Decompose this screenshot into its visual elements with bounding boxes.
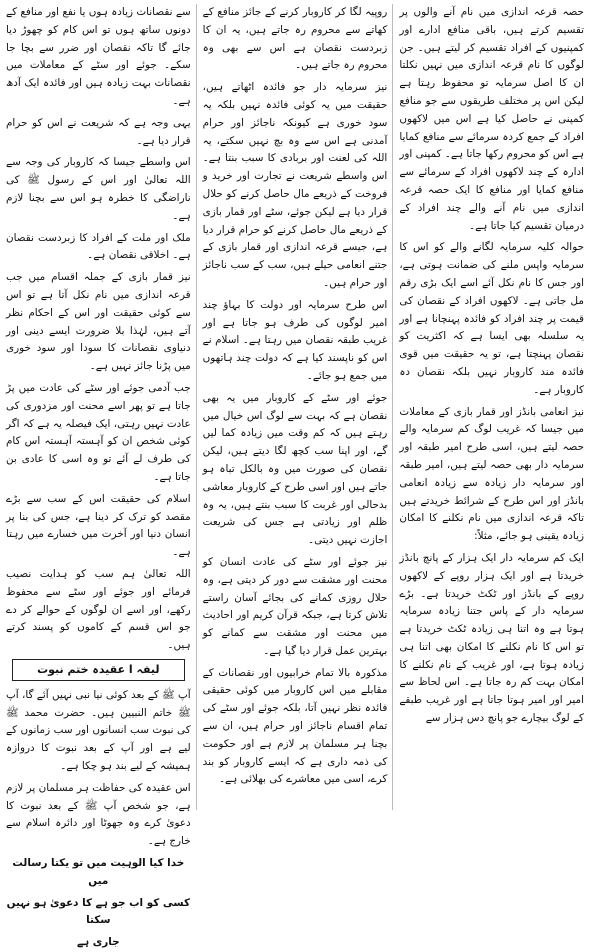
- section-heading-box: لیفہ ا عقیدہ ختم نبوت: [12, 659, 185, 681]
- paragraph: نیز جوئے اور سٹے کی عادت انسان کو محنت اور مشقت سے دور کر دیتی ہے، وہ حلال روزی کمانے کی بجائے آسان راستے تلاش کرتا ہے، جبکہ قرآن کریم اور احادیث میں محنت اور مشقت سے کمانے کو بہترین عمل قرار دیا گیا ہے۔: [202, 555, 388, 657]
- paragraph: اللہ تعالیٰ ہم سب کو ہدایت نصیب فرمائے اور جوئے اور سٹے سے محفوظ رکھے، اور اسے ان لوگوں کے حوالے کر دے جو اس قسم کے کاموں کو پسند کرتے ہیں۔: [5, 567, 191, 652]
- paragraph: جوئے اور سٹے کے کاروبار میں یہ بھی نقصان ہے کہ بہت سے لوگ اس خیال میں رہتے ہیں کہ کم وقت میں زیادہ کما لیں گے، اور اپنا سب کچھ لگا دیتے ہیں، لیکن نقصان کی صورت میں وہ بالکل تباہ ہو جاتے ہیں اور اسی طرح کے کاروبار معاشی بدحالی اور غربت کا سبب بنتے ہیں، یہ وہ ظلم اور زیادتی ہے جس کی شریعت اجازت نہیں دیتی۔: [202, 391, 388, 547]
- paragraph: اس عقیدہ کی حفاظت ہر مسلمان پر لازم ہے، جو شخص آپ ﷺ کے بعد نبوت کا دعویٰ کرے وہ جھوٹا اور دائرہ اسلام سے خارج ہے۔: [5, 781, 191, 848]
- paragraph: ملک اور ملت کے افراد کا زبردست نقصان ہے۔ اخلاقی نقصان ہے۔: [5, 231, 191, 262]
- paragraph: جب آدمی جوئے اور سٹے کی عادت میں پڑ جاتا ہے تو پھر اسے محنت اور مزدوری کی عادت نہیں رہتی، ایک فیصلہ یہ ہے کہ اگر کوئی شخص ان کو آہستہ آہستہ اس کام کی طرف لے آئے تو وہ اسی کا عادی بن جاتا ہے۔: [5, 381, 191, 483]
- paragraph: نیز سرمایہ دار جو فائدہ اٹھاتے ہیں، حقیقت میں یہ کوئی فائدہ نہیں بلکہ یہ سود خوری ہے کیونکہ ناجائز اور حرام آمدنی ہے اس سے وہ بچ نہیں سکتے، یہ اللہ کی لعنت اور بربادی کا سبب بنتا ہے۔ اس واسطے شریعت نے تجارت اور خرید و فروخت کے ذریعے مال حاصل کرنے کو حلال قرار دیا ہے لیکن جوئے، سٹے اور قمار بازی کے ذریعے مال حاصل کرنے کو حرام قرار دیا ہے، جیسے قرعہ اندازی اور قمار بازی کے جتنے انعامی حیلے ہیں، سب کے سب ناجائز اور حرام ہیں۔: [202, 81, 388, 289]
- paragraph: حوالہ کلیہ سرمایہ لگانے والے کو اس کا سرمایہ واپس ملنے کی ضمانت ہوتی ہے، اور جس کا نام نکل آئے اسے ایک بڑی رقم مل جاتی ہے۔ لاکھوں افراد کے نقصان کی قیمت پر چند افراد کو فائدہ پہنچانا ہے اور یہ سلسلہ بھی ایسا ہے کہ اکثریت کو نقصان پہنچتا ہے، تو یہ حقیقت میں قوی فائدہ مند کاروبار نہیں بلکہ نقصان دہ کاروبار ہے۔: [399, 241, 584, 396]
- paragraph: اسلام کی حقیقت اس کے سب سے بڑے مقصد کو ترک کر دینا ہے، جس کی بنا پر انسان دنیا اور آخرت میں خسارے میں رہتا ہے۔: [5, 492, 191, 559]
- column-right: [399, 4, 584, 810]
- paragraph: یہی وجہ ہے کہ شریعت نے اس کو حرام قرار دیا ہے۔: [5, 116, 191, 147]
- paragraph: اس واسطے جیسا کہ کاروبار کی وجہ سے اللہ تعالیٰ اور اس کے رسول ﷺ کی ناراضگی کا خطرہ ہو اس سے بچنا لازم ہے۔: [5, 156, 191, 222]
- paragraph: آپ ﷺ کے بعد کوئی نیا نبی نہیں آئے گا، آپ ﷺ خاتم النبیین ہیں۔ حضرت محمد ﷺ کی نبوت سب انسانوں اور سب زمانوں کے لیے ہے اور آپ کے بعد نبوت کا دروازہ ہمیشہ کے لیے بند ہو چکا ہے۔: [5, 688, 191, 773]
- paragraph: نیز انعامی بانڈز اور قمار بازی کے معاملات میں جیسا کہ غریب لوگ کم سرمایہ والے حصہ لیتے ہیں، اسی طرح امیر طبقہ اور سرمایہ دار بھی حصہ لیتے ہیں، امیر طبقہ اور سرمایہ دار زیادہ سے زیادہ انعامی بانڈز اور اس طرح کے شرائط خریدتے ہیں تاکہ قرعہ اندازی میں نام نکلنے کا امکان زیادہ یقینی ہو جائے، مثلاً:: [399, 405, 584, 543]
- column-middle: [203, 4, 394, 810]
- column-left: [5, 4, 197, 949]
- paragraph: اس طرح سرمایہ اور دولت کا بہاؤ چند امیر لوگوں کی طرف ہو جاتا ہے اور غریب طبقہ نقصان میں رہتا ہے۔ اسلام نے اس کو ناپسند کیا ہے کہ دولت چند ہاتھوں میں جمع ہو جائے۔: [202, 298, 388, 382]
- paragraph: مذکورہ بالا تمام خرابیوں اور نقصانات کے مقابلے میں اس کاروبار میں کوئی حقیقی فائدہ نظر نہیں آتا، بلکہ جوئے اور سٹے کی تمام اقسام ناجائز اور حرام ہیں، ان سے بچنا ہر مسلمان پر لازم ہے اور حکومت کی ذمہ داری ہے کہ ایسے کاروبار کو بند کرے، اسی میں معاشرے کی بھلائی ہے۔: [202, 666, 388, 786]
- verse-line: کسی کو اب جو ہے کا دعویٰ ہو نہیں سکتا: [6, 896, 191, 927]
- verse-line: خدا کیا الوہیت میں تو یکتا رسالت میں: [12, 857, 185, 887]
- paragraph: حصہ قرعہ اندازی میں نام آنے والوں پر تقسیم کرتے ہیں، باقی منافع ادارے اور کمپنیوں کے افراد تقسیم کر لیتے ہیں۔ جن لوگوں کا نام قرعہ اندازی میں نہیں نکلتا ان کا اصل سرمایہ تو محفوظ رہتا ہے لیکن اس پر مختلف طریقوں سے جو منافع کمپنی نے حاصل کیا ہے اس میں لاکھوں افراد کے جمع کردہ سرمائے سے منافع کمایا ہے اس کو محروم رکھا جاتا ہے۔ کمپنی اور ادارہ کے چند لاکھوں افراد کے سرمائے سے منافع کمایا اور منافع کا ایک حصہ قرعہ اندازی میں نام آنے والے چند افراد کے درمیان تقسیم کیا جاتا ہے۔: [399, 6, 584, 232]
- paragraph: روپیہ لگا کر کاروبار کرنے کے جائز منافع کے کھاتے سے محروم رہ جاتے ہیں، یہ ان کا زبردست نقصان ہے اس سے بھی وہ محروم رہ جاتے ہیں۔: [202, 6, 388, 72]
- article-columns: [5, 4, 584, 949]
- continued-note: جاری ہے: [76, 936, 120, 949]
- paragraph: ایک کم سرمایہ دار ایک ہزار کے پانچ بانڈز خریدتا ہے اور ایک ہزار روپے کے لاکھوں روپے کے بانڈز اور ٹکٹ خریدتا ہے۔ بڑے سرمایہ دار کے پاس جتنا زیادہ سرمایہ ہوتا ہے وہ اتنا ہی زیادہ ٹکٹ خریدتا ہے تو اس کا نام نکلنے کا امکان بھی اتنا ہی زیادہ ہوتا ہے، اور غریب کے نام نکلنے کا امکان بہت کم رہ جاتا ہے۔ اس لحاظ سے امیر اور امیر ہوتا جاتا ہے اور غریب طبقے کے لوگ بیچارے جو پانچ دس ہزار سے: [399, 551, 584, 725]
- paragraph: نیز قمار بازی کے جملہ اقسام میں جب قرعہ اندازی میں نام نکل آتا ہے تو اس سے کوئی حقیقت اور اس کے احکام نظر آتے ہیں، لہٰذا بلا ضرورت ایسے دینی اور دنیاوی نقصانات کا سودا اور سود خوری میں پڑنا جائز نہیں ہے۔: [5, 271, 191, 373]
- paragraph: سے نقصانات زیادہ ہوں یا نفع اور منافع کے دونوں ساتھ ہوں تو اس کام کو چھوڑ دیا جائے گا تاکہ نقصان اور ضرر سے بچا جا سکے۔ جوئے اور سٹے کے معاملات میں نقصانات بہت زیادہ ہیں اور فائدہ ایک آدھ ہے۔: [5, 6, 191, 107]
